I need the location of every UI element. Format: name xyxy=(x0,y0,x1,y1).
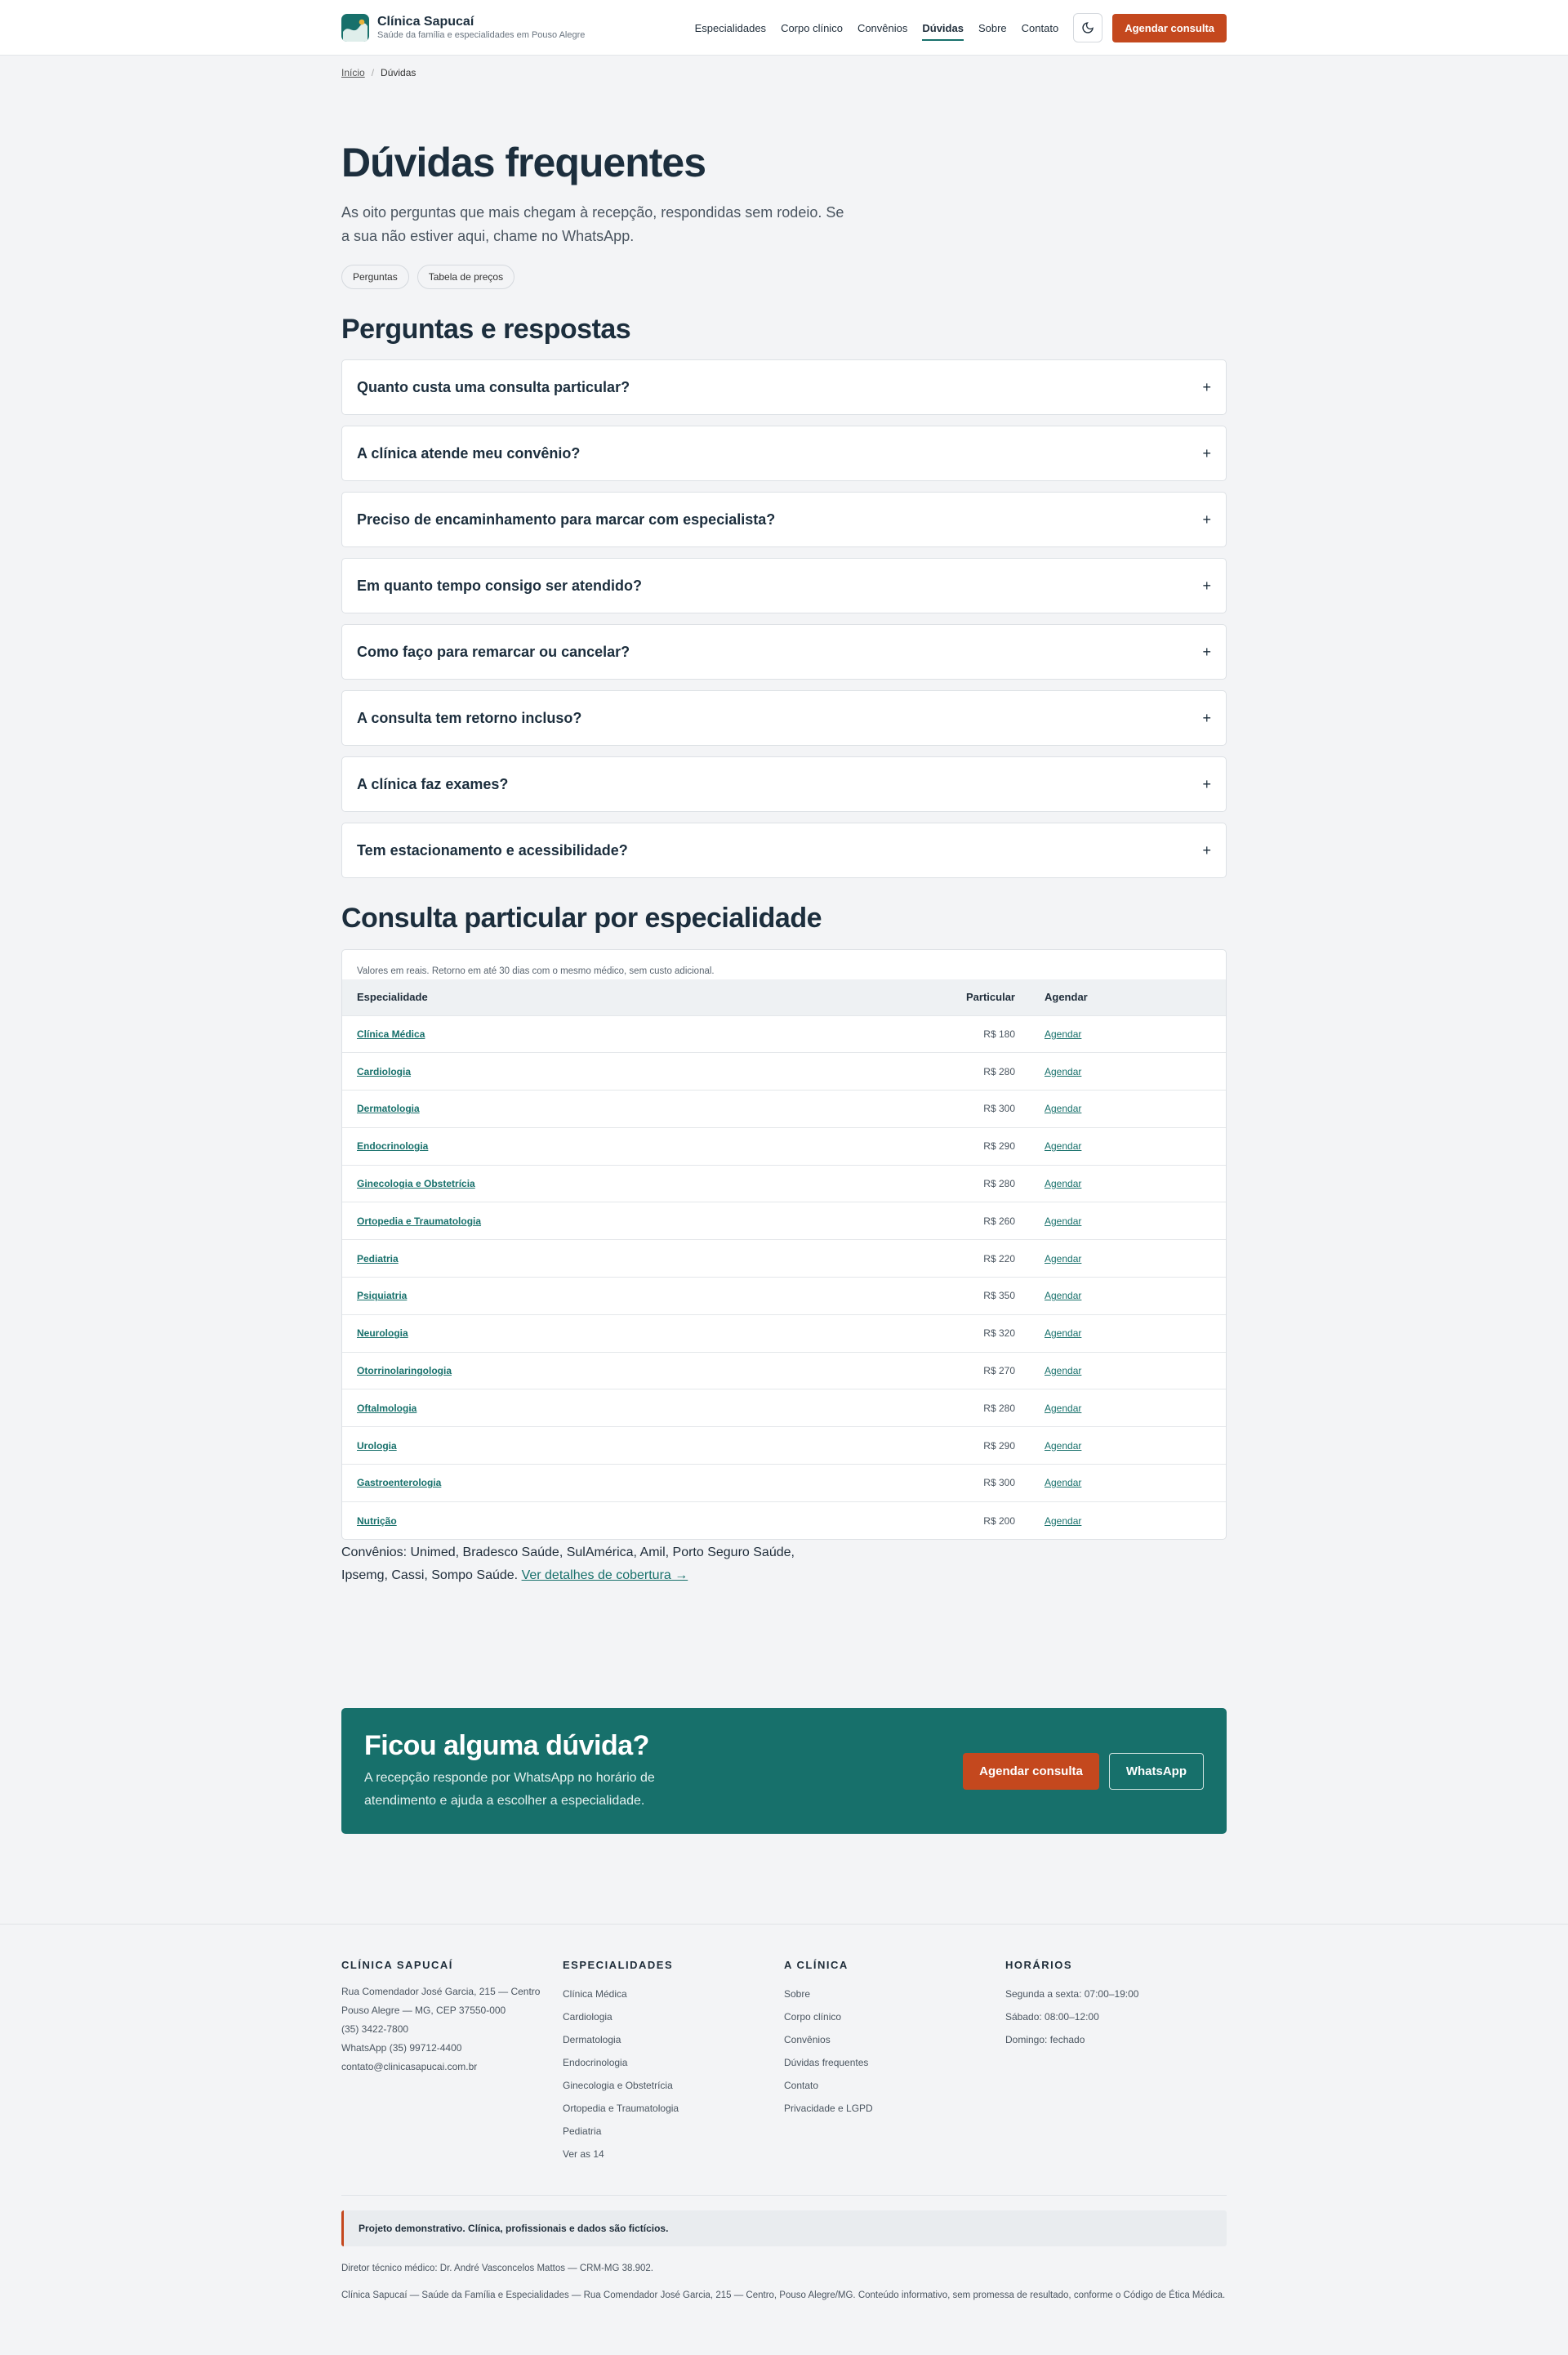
book-link[interactable]: Agendar xyxy=(1045,1514,1082,1527)
plus-icon: + xyxy=(1202,444,1211,462)
footer-clinic-links-column xyxy=(784,1959,1005,2165)
plus-icon: + xyxy=(1202,709,1211,726)
cta-book-button[interactable]: Agendar consulta xyxy=(963,1753,1099,1790)
plus-icon: + xyxy=(1202,577,1211,594)
faq-item[interactable] xyxy=(341,558,1227,613)
price-table xyxy=(342,979,1226,1539)
nav-sobre[interactable]: Sobre xyxy=(978,21,1007,34)
footer-link[interactable]: Corpo clínico xyxy=(784,2011,842,2023)
faq-list xyxy=(341,359,1227,878)
column-header-particular: Particular xyxy=(948,979,1030,1015)
faq-item[interactable] xyxy=(341,756,1227,812)
table-row xyxy=(342,1202,1226,1240)
plus-icon: + xyxy=(1202,841,1211,859)
price-cell: R$ 300 xyxy=(948,1091,1030,1128)
breadcrumb-home[interactable]: Início xyxy=(341,67,365,78)
breadcrumb-current: Dúvidas xyxy=(381,67,416,78)
whatsapp-number[interactable]: WhatsApp (35) 99712-4400 xyxy=(341,2042,462,2054)
faq-item[interactable] xyxy=(341,492,1227,547)
book-link[interactable]: Agendar xyxy=(1045,1028,1082,1040)
footer-link[interactable]: Convênios xyxy=(784,2034,831,2046)
specialty-link[interactable]: Ortopedia e Traumatologia xyxy=(357,1215,482,1227)
table-row xyxy=(342,1053,1226,1091)
breadcrumb xyxy=(341,56,1227,78)
faq-item[interactable] xyxy=(341,426,1227,481)
specialty-link[interactable]: Otorrinolaringologia xyxy=(357,1365,452,1377)
book-link[interactable]: Agendar xyxy=(1045,1178,1082,1190)
brand-tagline: Saúde da família e especialidades em Pouso Alegre xyxy=(377,30,586,40)
table-row xyxy=(342,1465,1226,1502)
breadcrumb-separator: / xyxy=(371,67,375,78)
footer-link[interactable]: Endocrinologia xyxy=(563,2057,628,2069)
email-address[interactable]: contato@clinicasapucai.com.br xyxy=(341,2061,478,2073)
price-cell: R$ 290 xyxy=(948,1427,1030,1465)
nav-corpo-clinico[interactable]: Corpo clínico xyxy=(781,21,843,34)
section-chips xyxy=(341,265,1227,289)
specialty-link[interactable]: Clínica Médica xyxy=(357,1028,425,1040)
column-header-agendar: Agendar xyxy=(1030,979,1226,1015)
coverage-details-link[interactable]: Ver detalhes de cobertura → xyxy=(521,1568,688,1583)
brand-name: Clínica Sapucaí xyxy=(377,15,474,29)
table-row xyxy=(342,1352,1226,1389)
table-row xyxy=(342,1091,1226,1128)
specialty-link[interactable]: Cardiologia xyxy=(357,1065,412,1077)
footer-heading: CLÍNICA SAPUCAÍ xyxy=(341,1959,453,1972)
specialty-link[interactable]: Neurologia xyxy=(357,1327,408,1340)
nav-especialidades[interactable]: Especialidades xyxy=(694,21,767,34)
table-row xyxy=(342,1015,1226,1053)
book-link[interactable]: Agendar xyxy=(1045,1365,1082,1377)
book-link[interactable]: Agendar xyxy=(1045,1103,1082,1115)
page-lead: As oito perguntas que mais chegam à recepção, respondidas sem rodeio. Se a sua não estiver aqui, chame no WhatsApp. xyxy=(341,204,844,244)
table-row xyxy=(342,1314,1226,1352)
demo-notice: Projeto demonstrativo. Clínica, profissionais e dados são fictícios. xyxy=(341,2210,1227,2246)
legal-disclaimer: Clínica Sapucaí — Saúde da Família e Especialidades — Rua Comendador José Garcia, 215 — Centro, Pouso Alegre/MG. Conteúdo informativo, sem promessa de resultado, conforme o Código de Ética Médica. xyxy=(341,2290,1226,2301)
main-nav xyxy=(695,16,1059,41)
footer-heading: HORÁRIOS xyxy=(1005,1959,1073,1972)
table-row xyxy=(342,1427,1226,1465)
page-title: Dúvidas frequentes xyxy=(341,140,706,185)
footer-hours-column xyxy=(1005,1959,1227,2165)
nav-convenios[interactable]: Convênios xyxy=(857,21,908,34)
book-link[interactable]: Agendar xyxy=(1045,1477,1082,1489)
footer-clinic-column xyxy=(341,1959,563,2165)
cta-banner xyxy=(341,1708,1227,1834)
footer-link[interactable]: Ortopedia e Traumatologia xyxy=(563,2103,679,2115)
book-link[interactable]: Agendar xyxy=(1045,1065,1082,1077)
plus-icon: + xyxy=(1202,511,1211,528)
price-cell: R$ 260 xyxy=(948,1202,1030,1240)
footer-link-see-all[interactable]: Ver as 14 xyxy=(563,2148,604,2161)
specialty-link[interactable]: Nutrição xyxy=(357,1514,397,1527)
nav-duvidas[interactable]: Dúvidas xyxy=(922,16,964,41)
price-cell: R$ 290 xyxy=(948,1127,1030,1165)
footer-link[interactable]: Sobre xyxy=(784,1988,811,2000)
faq-question: A clínica faz exames? xyxy=(357,775,509,792)
footer-link[interactable]: Privacidade e LGPD xyxy=(784,2103,873,2115)
faq-title: Perguntas e respostas xyxy=(341,314,631,345)
price-table-card xyxy=(341,949,1227,1540)
specialty-link[interactable]: Urologia xyxy=(357,1439,397,1452)
price-cell: R$ 180 xyxy=(948,1015,1030,1053)
book-link[interactable]: Agendar xyxy=(1045,1327,1082,1340)
price-cell: R$ 320 xyxy=(948,1314,1030,1352)
footer-heading: ESPECIALIDADES xyxy=(563,1959,674,1972)
faq-item[interactable] xyxy=(341,359,1227,415)
column-header-especialidade: Especialidade xyxy=(342,979,948,1015)
theme-toggle-button[interactable] xyxy=(1073,13,1102,42)
chip-tabela-precos[interactable]: Tabela de preços xyxy=(417,265,514,289)
table-row xyxy=(342,1165,1226,1202)
book-link[interactable]: Agendar xyxy=(1045,1215,1082,1227)
specialty-link[interactable]: Dermatologia xyxy=(357,1103,420,1115)
clinic-logo-icon xyxy=(341,14,369,42)
footer-link[interactable]: Cardiologia xyxy=(563,2011,612,2023)
price-cell: R$ 350 xyxy=(948,1278,1030,1315)
whatsapp-button[interactable]: WhatsApp xyxy=(1109,1753,1204,1790)
hours-line: Segunda a sexta: 07:00–19:00 xyxy=(1005,1988,1139,2000)
specialty-link[interactable]: Endocrinologia xyxy=(357,1140,429,1153)
address-line: Pouso Alegre — MG, CEP 37550-000 xyxy=(341,2005,506,2017)
insurers-text: Convênios: Unimed, Bradesco Saúde, SulAmérica, Amil, Porto Seguro Saúde, Ipsemg, Cassi, Sompo Saúde. xyxy=(341,1545,795,1583)
faq-question: Em quanto tempo consigo ser atendido? xyxy=(357,577,643,594)
table-row xyxy=(342,1389,1226,1427)
legal-text xyxy=(341,2259,1227,2305)
footer-link[interactable]: Dúvidas frequentes xyxy=(784,2057,869,2069)
plus-icon: + xyxy=(1202,775,1211,792)
book-link[interactable]: Agendar xyxy=(1045,1290,1082,1302)
plus-icon: + xyxy=(1202,378,1211,395)
table-row xyxy=(342,1501,1226,1539)
book-link[interactable]: Agendar xyxy=(1045,1140,1082,1153)
site-header xyxy=(0,0,1568,56)
brand[interactable] xyxy=(341,14,585,42)
faq-question: A consulta tem retorno incluso? xyxy=(357,709,582,726)
price-cell: R$ 280 xyxy=(948,1053,1030,1091)
main-content xyxy=(341,56,1227,1834)
header-book-button[interactable]: Agendar consulta xyxy=(1112,14,1227,42)
footer-divider xyxy=(341,2195,1227,2196)
chip-perguntas[interactable]: Perguntas xyxy=(341,265,409,289)
price-cell: R$ 200 xyxy=(948,1501,1030,1539)
table-row xyxy=(342,1278,1226,1315)
faq-item[interactable] xyxy=(341,624,1227,680)
faq-question: A clínica atende meu convênio? xyxy=(357,444,581,462)
price-table-caption: Valores em reais. Retorno em até 30 dias com o mesmo médico, sem custo adicional. xyxy=(357,966,715,976)
price-cell: R$ 300 xyxy=(948,1465,1030,1502)
book-link[interactable]: Agendar xyxy=(1045,1439,1082,1452)
price-cell: R$ 220 xyxy=(948,1240,1030,1278)
footer-specialties-column xyxy=(563,1959,784,2165)
moon-icon xyxy=(1081,21,1094,34)
hours-line: Sábado: 08:00–12:00 xyxy=(1005,2011,1099,2023)
insurers-note xyxy=(341,1541,799,1587)
footer-link[interactable]: Ginecologia e Obstetrícia xyxy=(563,2080,673,2092)
book-link[interactable]: Agendar xyxy=(1045,1402,1082,1414)
faq-question: Preciso de encaminhamento para marcar com especialista? xyxy=(357,511,776,528)
footer-link[interactable]: Contato xyxy=(784,2080,819,2092)
address-line: Rua Comendador José Garcia, 215 — Centro xyxy=(341,1986,541,1998)
faq-item[interactable] xyxy=(341,690,1227,746)
phone-number[interactable]: (35) 3422-7800 xyxy=(341,2023,409,2036)
faq-item[interactable] xyxy=(341,823,1227,878)
table-row xyxy=(342,1240,1226,1278)
cta-text: A recepção responde por WhatsApp no horário de atendimento e ajuda a escolher a especialidade. xyxy=(364,1770,655,1808)
faq-question: Como faço para remarcar ou cancelar? xyxy=(357,643,630,660)
price-cell: R$ 280 xyxy=(948,1165,1030,1202)
faq-question: Tem estacionamento e acessibilidade? xyxy=(357,841,628,859)
book-link[interactable]: Agendar xyxy=(1045,1252,1082,1264)
footer-link[interactable]: Clínica Médica xyxy=(563,1988,627,2000)
hours-line: Domingo: fechado xyxy=(1005,2034,1085,2046)
site-footer xyxy=(0,1924,1568,2330)
table-row xyxy=(342,1127,1226,1165)
plus-icon: + xyxy=(1202,643,1211,660)
footer-link[interactable]: Dermatologia xyxy=(563,2034,621,2046)
price-cell: R$ 280 xyxy=(948,1389,1030,1427)
faq-question: Quanto custa uma consulta particular? xyxy=(357,378,630,395)
price-cell: R$ 270 xyxy=(948,1352,1030,1389)
cta-title: Ficou alguma dúvida? xyxy=(364,1729,649,1761)
footer-link[interactable]: Pediatria xyxy=(563,2125,602,2138)
specialty-link[interactable]: Psiquiatria xyxy=(357,1290,408,1302)
specialty-link[interactable]: Pediatria xyxy=(357,1252,399,1264)
specialty-link[interactable]: Ginecologia e Obstetrícia xyxy=(357,1178,475,1190)
nav-contato[interactable]: Contato xyxy=(1021,21,1059,34)
technical-director: Diretor técnico médico: Dr. André Vasconcelos Mattos — CRM-MG 38.902. xyxy=(341,2264,653,2274)
specialty-link[interactable]: Gastroenterologia xyxy=(357,1477,442,1489)
footer-heading: A CLÍNICA xyxy=(784,1959,849,1972)
price-table-title: Consulta particular por especialidade xyxy=(341,903,822,934)
specialty-link[interactable]: Oftalmologia xyxy=(357,1402,417,1414)
